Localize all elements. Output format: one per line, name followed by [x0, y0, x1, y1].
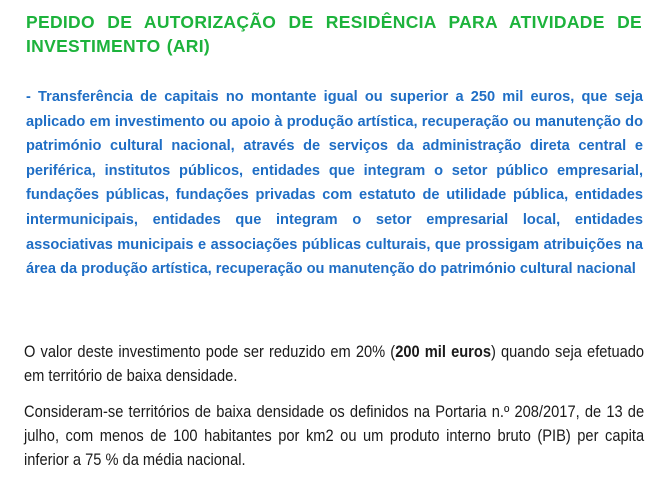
reduction-text-start: O valor deste investimento pode ser reduzido em 20% ( [24, 343, 396, 361]
reduction-paragraph [24, 340, 644, 388]
reduced-amount: 200 mil euros [395, 343, 491, 361]
investment-measure-paragraph: - Transferência de capitais no montante igual ou superior a 250 mil euros, que seja aplicado em investimento ou apoio à produção artística, recuperação ou manutenção do património cultural nacional, através de serviços da administração direta central e periférica, institutos públicos, entidades que integram o setor público empresarial, fundações públicas, fundações privadas com estatuto de utilidade pública, entidades intermunicipais, entidades que integram o setor empresarial local, entidades associativas municipais e associações públicas culturais, que prossigam atribuições na área da produção artística, recuperação ou manutenção do património cultural nacional [26, 89, 643, 278]
low-density-definition-paragraph: Consideram-se territórios de baixa densidade os definidos na Portaria n.º 208/2017, de 13 de julho, com menos de 100 habitantes por km2 ou um produto interno bruto (PIB) per capita inferior a 75 % da média nacional. [24, 403, 645, 469]
document-title: PEDIDO DE AUTORIZAÇÃO DE RESIDÊNCIA PARA ATIVIDADE DE INVESTIMENTO (ARI) [26, 12, 642, 56]
reduction-text-end: ) quando seja efetuado em território de baixa densidade. [24, 343, 645, 385]
